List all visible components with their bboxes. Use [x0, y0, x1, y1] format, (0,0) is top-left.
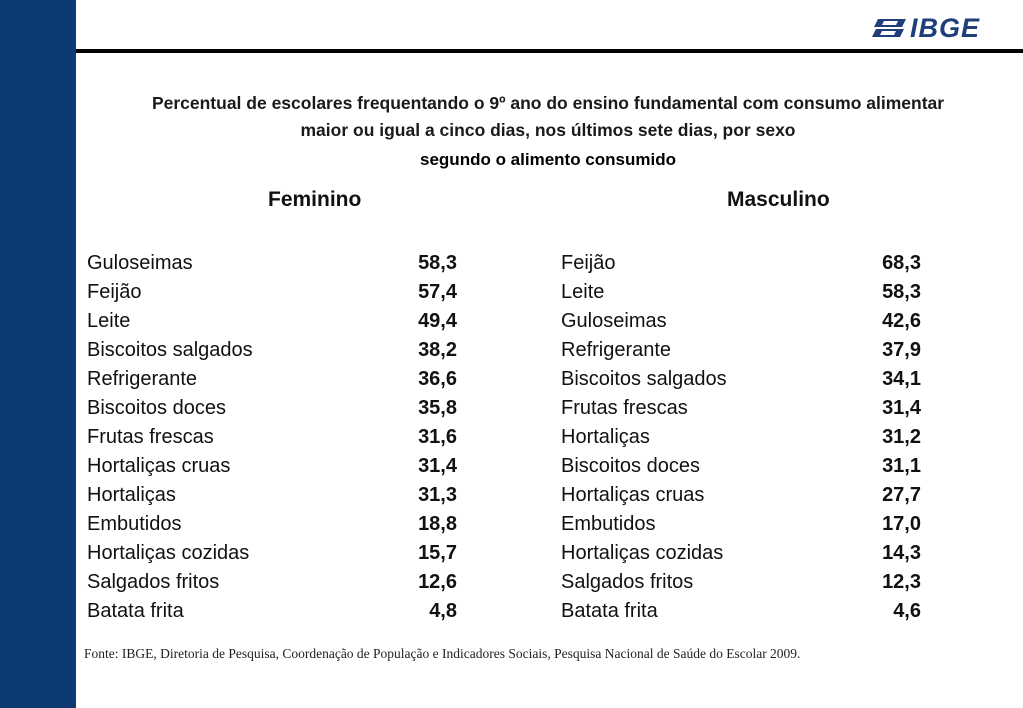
ibge-logo-text: IBGE [910, 12, 981, 43]
table-row [561, 423, 921, 452]
table-row [561, 452, 921, 481]
food-label: Hortaliças cozidas [561, 542, 724, 564]
table-row [561, 539, 921, 568]
table-row [561, 336, 921, 365]
percent-value: 68,3 [882, 252, 921, 274]
food-label: Embutidos [87, 513, 182, 535]
percent-value: 42,6 [882, 310, 921, 332]
percent-value: 12,6 [418, 571, 457, 593]
food-label: Feijão [561, 252, 616, 274]
table-row [561, 249, 921, 278]
table-row [87, 394, 457, 423]
food-label: Batata frita [87, 600, 184, 622]
ibge-logo-icon [872, 17, 906, 39]
source-note: Fonte: IBGE, Diretoria de Pesquisa, Coordenação de População e Indicadores Sociais, Pesquisa Nacional de Saúde do Escolar 2009. [84, 646, 801, 661]
percent-value: 31,2 [882, 426, 921, 448]
title-line-2: maior ou igual a cinco dias, nos últimos sete dias, por sexo [300, 120, 796, 140]
food-label: Frutas frescas [87, 426, 214, 448]
food-label: Refrigerante [87, 368, 198, 390]
food-label: Guloseimas [561, 310, 667, 332]
food-label: Hortaliças cruas [87, 455, 231, 477]
percent-value: 37,9 [882, 339, 921, 361]
table-row [561, 568, 921, 597]
food-label: Biscoitos salgados [87, 339, 253, 361]
percent-value: 15,7 [418, 542, 457, 564]
table-row [87, 307, 457, 336]
table-row [561, 278, 921, 307]
food-label: Hortaliças cozidas [87, 542, 250, 564]
food-label: Biscoitos doces [561, 455, 700, 477]
table-row [87, 597, 457, 626]
masculino-table [561, 249, 921, 626]
food-label: Leite [561, 281, 605, 303]
header-rule [76, 49, 1023, 53]
food-label: Batata frita [561, 600, 658, 622]
table-row [561, 481, 921, 510]
table-row [87, 249, 457, 278]
food-label: Guloseimas [87, 252, 193, 274]
percent-value: 35,8 [418, 397, 457, 419]
percent-value: 38,2 [418, 339, 457, 361]
food-label: Frutas frescas [561, 397, 688, 419]
table-row [561, 365, 921, 394]
percent-value: 27,7 [882, 484, 921, 506]
table-row [87, 452, 457, 481]
percent-value: 31,6 [418, 426, 457, 448]
table-row [87, 510, 457, 539]
table-row [87, 423, 457, 452]
food-label: Biscoitos salgados [561, 368, 727, 390]
food-label: Feijão [87, 281, 142, 303]
food-label: Refrigerante [561, 339, 672, 361]
food-label: Hortaliças [87, 484, 176, 506]
sidebar-band [0, 0, 76, 708]
percent-value: 14,3 [882, 542, 921, 564]
food-label: Leite [87, 310, 131, 332]
table-row [561, 510, 921, 539]
masculino-heading: Masculino [727, 188, 830, 211]
percent-value: 49,4 [418, 310, 457, 332]
table-row [87, 568, 457, 597]
food-label: Hortaliças [561, 426, 650, 448]
ibge-logo [872, 14, 1002, 42]
page-subtitle: segundo o alimento consumido [420, 150, 676, 169]
table-row [87, 539, 457, 568]
percent-value: 31,1 [882, 455, 921, 477]
percent-value: 34,1 [882, 368, 921, 390]
percent-value: 12,3 [882, 571, 921, 593]
food-label: Salgados fritos [561, 571, 694, 593]
table-row [87, 365, 457, 394]
food-label: Hortaliças cruas [561, 484, 705, 506]
percent-value: 31,4 [882, 397, 921, 419]
percent-value: 31,3 [418, 484, 457, 506]
table-row [561, 394, 921, 423]
table-row [87, 481, 457, 510]
percent-value: 57,4 [418, 281, 457, 303]
title-line-1: Percentual de escolares frequentando o 9º ano do ensino fundamental com consumo alimentar [151, 93, 945, 113]
percent-value: 18,8 [418, 513, 457, 535]
percent-value: 58,3 [418, 252, 457, 274]
food-label: Embutidos [561, 513, 656, 535]
table-row [87, 278, 457, 307]
feminino-heading: Feminino [268, 188, 362, 211]
percent-value: 36,6 [418, 368, 457, 390]
table-row [561, 597, 921, 626]
feminino-table [87, 249, 457, 626]
food-label: Salgados fritos [87, 571, 220, 593]
table-row [561, 307, 921, 336]
percent-value: 4,6 [893, 600, 921, 622]
percent-value: 4,8 [429, 600, 457, 622]
table-row [87, 336, 457, 365]
percent-value: 17,0 [882, 513, 921, 535]
percent-value: 58,3 [882, 281, 921, 303]
page-title [84, 90, 1012, 144]
percent-value: 31,4 [418, 455, 457, 477]
food-label: Biscoitos doces [87, 397, 226, 419]
